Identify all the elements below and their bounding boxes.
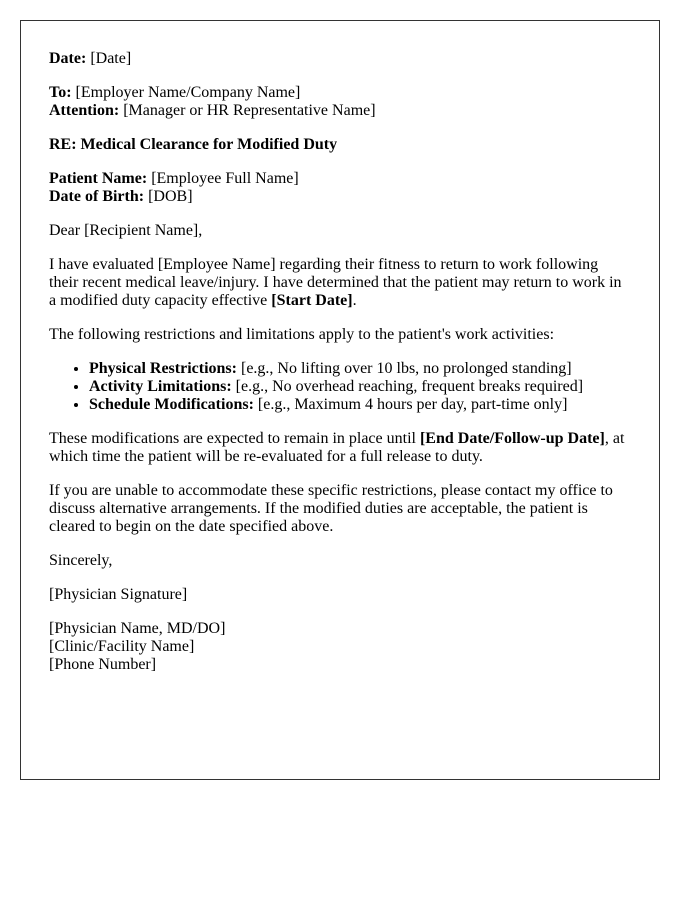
date-label: Date: — [49, 50, 87, 67]
phone-number: [Phone Number] — [49, 656, 157, 673]
duration-paragraph — [49, 430, 631, 466]
physician-name: [Physician Name, MD/DO] — [49, 620, 226, 637]
patient-name-label: Patient Name: — [49, 170, 148, 187]
restriction-item — [89, 360, 631, 378]
restriction-label: Physical Restrictions: — [89, 360, 237, 377]
restriction-item — [89, 378, 631, 396]
restriction-label: Schedule Modifications: — [89, 396, 254, 413]
evaluation-end: . — [352, 292, 357, 309]
patient-block — [49, 170, 631, 206]
duration-end: , at which time the patient will be re-evaluated for a full release to duty. — [49, 430, 625, 465]
subject-line — [49, 136, 631, 154]
attention-label: Attention: — [49, 102, 120, 119]
to-label: To: — [49, 84, 72, 101]
evaluation-paragraph — [49, 256, 631, 310]
to-value: [Employer Name/Company Name] — [75, 84, 301, 101]
letter-document — [20, 20, 660, 780]
evaluation-text: I have evaluated [Employee Name] regarding their fitness to return to work following their recent medical leave/injury. I have determined that the patient may return to work in a modified duty capacity effective — [49, 256, 622, 309]
accommodation-paragraph: If you are unable to accommodate these specific restrictions, please contact my office to discuss alternative arrangements. If the modified duties are acceptable, the patient is cleared to begin on the date specified above. — [49, 482, 613, 535]
restriction-item — [89, 396, 631, 414]
end-date: [End Date/Follow-up Date] — [419, 430, 605, 447]
restrictions-list — [49, 360, 631, 414]
restriction-label: Activity Limitations: — [89, 378, 232, 395]
physician-block — [49, 620, 631, 674]
duration-text: These modifications are expected to remain in place until — [49, 430, 420, 447]
recipient-block — [49, 84, 631, 120]
date-line — [49, 50, 631, 68]
salutation: Dear [Recipient Name], — [49, 222, 203, 239]
restrictions-intro: The following restrictions and limitations apply to the patient's work activities: — [49, 326, 555, 343]
subject: RE: Medical Clearance for Modified Duty — [49, 136, 338, 153]
closing: Sincerely, — [49, 552, 113, 569]
attention-value: [Manager or HR Representative Name] — [123, 102, 376, 119]
signature: [Physician Signature] — [49, 586, 188, 603]
restriction-value: [e.g., Maximum 4 hours per day, part-time only] — [257, 396, 568, 413]
start-date: [Start Date] — [271, 292, 353, 309]
restriction-value: [e.g., No overhead reaching, frequent breaks required] — [235, 378, 584, 395]
dob-label: Date of Birth: — [49, 188, 145, 205]
patient-name-value: [Employee Full Name] — [151, 170, 299, 187]
restriction-value: [e.g., No lifting over 10 lbs, no prolonged standing] — [240, 360, 572, 377]
clinic-name: [Clinic/Facility Name] — [49, 638, 195, 655]
date-value: [Date] — [90, 50, 132, 67]
dob-value: [DOB] — [148, 188, 193, 205]
